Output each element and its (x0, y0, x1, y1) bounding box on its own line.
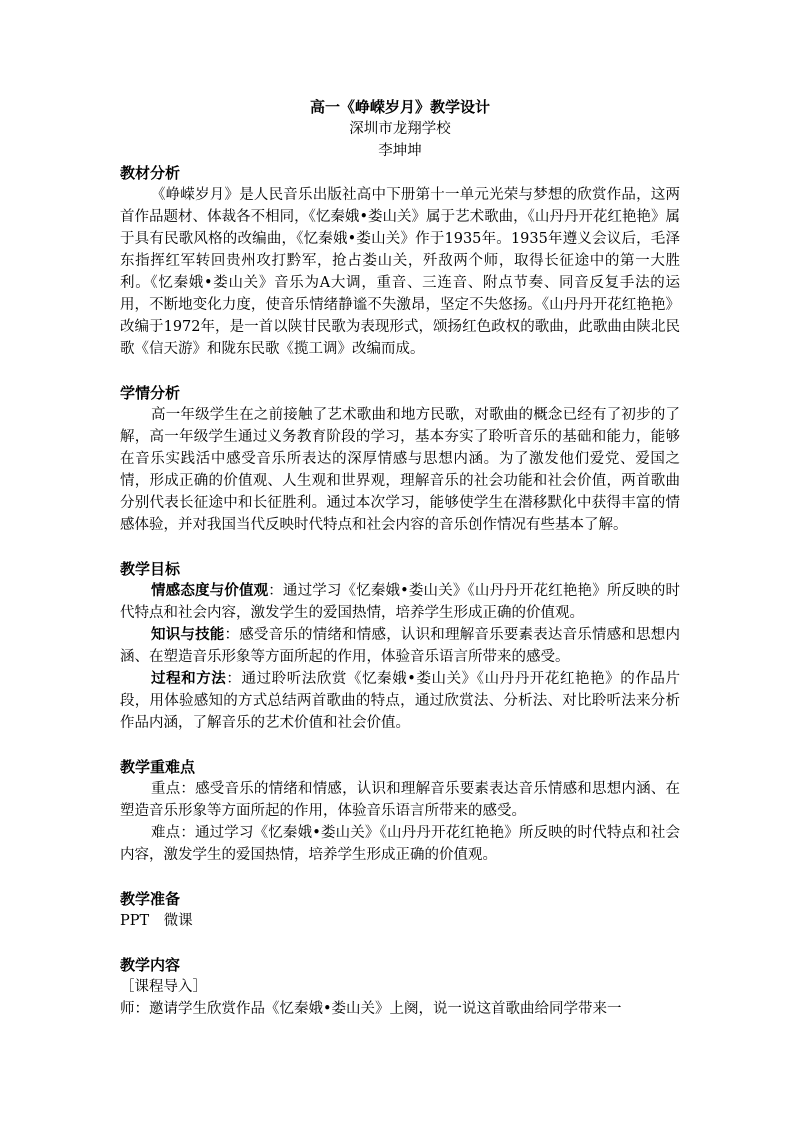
section-heading: 教学内容 (120, 956, 181, 974)
paragraph: ［课程导入］ (120, 979, 207, 995)
spacer (120, 932, 680, 954)
paragraph: 高一年级学生在之前接触了艺术歌曲和地方民歌，对歌曲的概念已经有了初步的了解，高一年级学生通过义务教育阶段的学习，基本夯实了聆听音乐的基础和能力，能够在音乐实践活中感受音乐所表达的深厚情感与思想内涵。为了激发他们爱党、爱国之情，形成正确的价值观、人生观和世界观，理解音乐的社会功能和社会价值，两首歌曲分别代表长征途中和长征胜利。通过本次学习，能够使学生在潜移默化中获得丰富的情感体验，并对我国当代反映时代特点和社会内容的音乐创作情况有些基本了解。 (120, 407, 680, 533)
spacer (120, 536, 680, 558)
goal-label: 情感态度与价值观 (151, 582, 269, 599)
school-name: 深圳市龙翔学校 (349, 121, 451, 137)
section-heading: 教学目标 (120, 560, 181, 578)
section-heading: 教学准备 (120, 890, 181, 908)
paragraph: 难点：通过学习《忆秦娥•娄山关》《山丹丹开花红艳艳》所反映的时代特点和社会内容，激发学生的爱国热情，培养学生形成正确的价值观。 (120, 825, 680, 863)
goal-item (120, 624, 680, 668)
section-heading: 学情分析 (120, 384, 181, 402)
section-heading: 教学重难点 (120, 758, 196, 776)
goal-text: ：通过学习《忆秦娥•娄山关》《山丹丹开花红艳艳》所反映的时代特点和社会内容，激发学生的爱国热情，培养学生形成正确的价值观。 (120, 583, 680, 621)
goal-item (120, 668, 680, 734)
paragraph: PPT 微课 (120, 913, 193, 929)
section-heading: 教材分析 (120, 164, 181, 182)
doc-title: 高一《峥嵘岁月》教学设计 (309, 98, 490, 116)
spacer (120, 360, 680, 382)
paragraph: 《峥嵘岁月》是人民音乐出版社高中下册第十一单元光荣与梦想的欣赏作品，这两首作品题材、体裁各不相同，《忆秦娥•娄山关》属于艺术歌曲，《山丹丹开花红艳艳》属于具有民歌风格的改编曲，《忆秦娥•娄山关》作于1935年。1935年遵义会议后，毛泽东指挥红军转回贵州攻打黔军，抢占娄山关，歼敌两个师，取得长征途中的第一大胜利。《忆秦娥•娄山关》音乐为A大调，重音、三连音、附点节奏、同音反复手法的运用，不断地变化力度，使音乐情绪静谧不失激昂，坚定不失悠扬。《山丹丹开花红艳艳》改编于1972年，是一首以陕甘民歌为表现形式，颂扬红色政权的歌曲，此歌曲由陕北民歌《信天游》和陇东民歌《揽工调》改编而成。 (120, 187, 680, 357)
goal-text: ：通过聆听法欣赏《忆秦娥•娄山关》《山丹丹开花红艳艳》的作品片段，用体验感知的方式总结两首歌曲的特点，通过欣赏法、分析法、对比聆听法来分析作品内涵，了解音乐的艺术价值和社会价值。 (120, 671, 680, 731)
author-name: 李坤坤 (378, 143, 422, 159)
spacer (120, 734, 680, 756)
goal-label: 过程和方法 (151, 670, 227, 687)
spacer (120, 866, 680, 888)
paragraph: 重点：感受音乐的情绪和情感，认识和理解音乐要素表达音乐情感和思想内涵、在塑造音乐形象等方面所起的作用，体验音乐语言所带来的感受。 (120, 781, 680, 819)
goal-item (120, 580, 680, 624)
paragraph: 师：邀请学生欣赏作品《忆秦娥•娄山关》上阕，说一说这首歌曲给同学带来一 (120, 1001, 622, 1017)
document-page (120, 96, 680, 1020)
goal-text: ：感受音乐的情绪和情感，认识和理解音乐要素表达音乐情感和思想内涵、在塑造音乐形象等方面所起的作用，体验音乐语言所带来的感受。 (120, 627, 680, 665)
goal-label: 知识与技能 (151, 626, 225, 643)
